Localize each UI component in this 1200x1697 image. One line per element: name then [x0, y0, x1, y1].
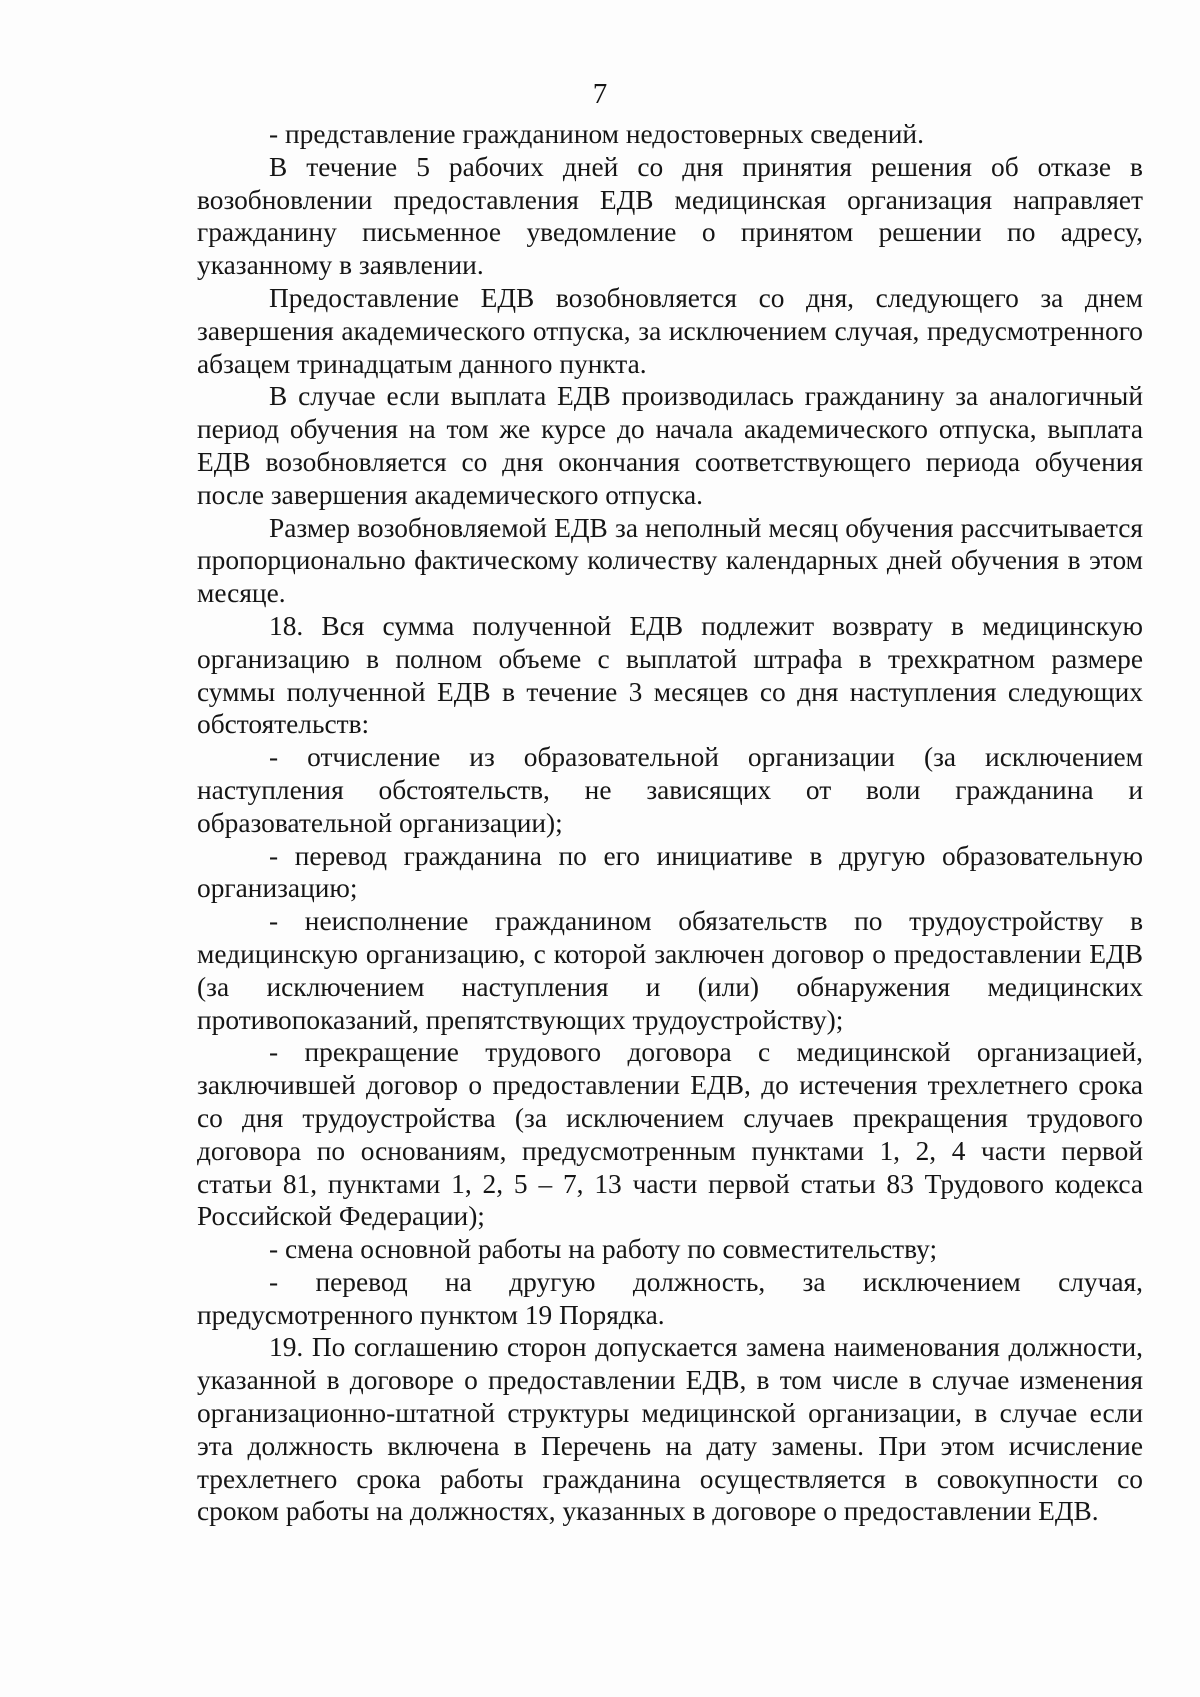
paragraph-employment-failure: - неисполнение гражданином обязательств по трудоустройству в медицинскую организацию, с которой заключен договор о предоставлении ЕДВ (за исключением наступления и (или) обнаружения медицинских противопоказаний, препятствующих трудоустройству); — [197, 906, 1143, 1035]
paragraph-partial-month: Размер возобновляемой ЕДВ за неполный месяц обучения рассчитывается пропорционально фактическому количеству календарных дней обучения в этом месяце. — [197, 512, 1143, 609]
paragraph-refusal-notice: В течение 5 рабочих дней со дня принятия решения об отказе в возобновлении предоставления ЕДВ медицинская организация направляет гражданину письменное уведомление о принятом решении по адресу, указанному в заявлении. — [197, 151, 1143, 281]
paragraph-resumption-date: Предоставление ЕДВ возобновляется со дня, следующего за днем завершения академического отпуска, за исключением случая, предусмотренного абзацем тринадцатым данного пункта. — [197, 282, 1143, 379]
paragraph-contract-termination: - прекращение трудового договора с медицинской организацией, заключившей договор о предоставлении ЕДВ, до истечения трехлетнего срока со дня трудоустройства (за исключением случаев прекращения трудового договора по основаниям, предусмотренным пунктами 1, 2, 4 части первой статьи 81, пунктами 1, 2, 5 – 7, 13 части первой статьи 83 Трудового кодекса Российской Федерации); — [197, 1037, 1143, 1232]
document-body — [197, 118, 1143, 1528]
paragraph-clause-19: 19. По соглашению сторон допускается замена наименования должности, указанной в договоре о предоставлении ЕДВ, в том числе в случае изменения организационно-штатной структуры медицинской организации, в случае если эта должность включена в Перечень на дату замены. При этом исчисление трехлетнего срока работы гражданина осуществляется в совокупности со сроком работы на должностях, указанных в договоре о предоставлении ЕДВ. — [197, 1332, 1143, 1527]
paragraph-expulsion: - отчисление из образовательной организации (за исключением наступления обстоятельств, не зависящих от воли гражданина и образовательной организации); — [197, 742, 1143, 838]
page-number: 7 — [592, 78, 608, 110]
paragraph-position-transfer: - перевод на другую должность, за исключением случая, предусмотренного пунктом 19 Порядка. — [197, 1266, 1143, 1330]
paragraph-transfer: - перевод гражданина по его инициативе в другую образовательную организацию; — [197, 840, 1143, 904]
paragraph-false-info: - представление гражданином недостоверных сведений. — [269, 119, 924, 149]
paragraph-part-time-change: - смена основной работы на работу по совместительству; — [269, 1234, 938, 1265]
paragraph-same-course-payment: В случае если выплата ЕДВ производилась гражданину за аналогичный период обучения на том же курсе до начала академического отпуска, выплата ЕДВ возобновляется со дня окончания соответствующего периода обучения после завершения академического отпуска. — [197, 381, 1143, 510]
paragraph-clause-18: 18. Вся сумма полученной ЕДВ подлежит возврату в медицинскую организацию в полном объеме с выплатой штрафа в трехкратном размере суммы полученной ЕДВ в течение 3 месяцев со дня наступления следующих обстоятельств: — [197, 610, 1143, 740]
